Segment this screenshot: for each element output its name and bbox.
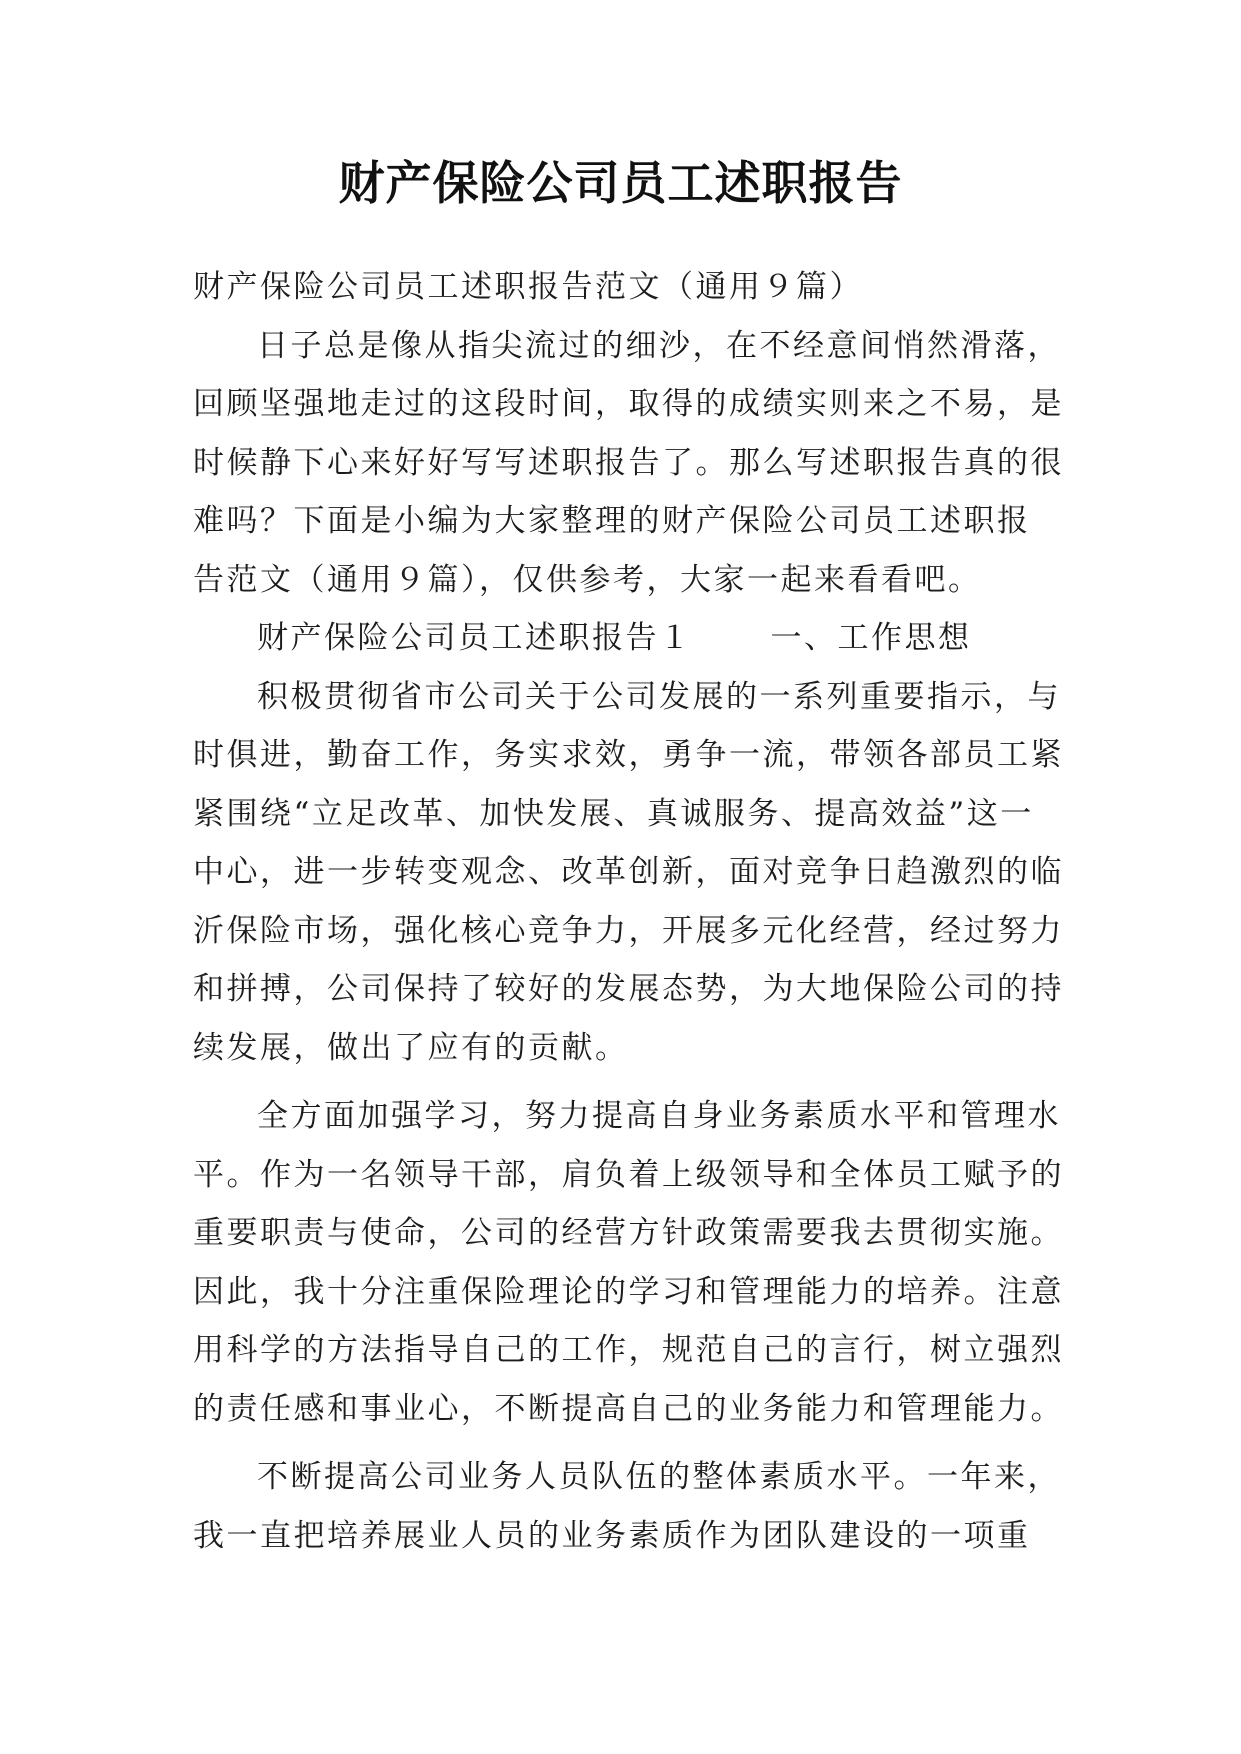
paragraph-line: 中心，进一步转变观念、改革创新，面对竞争日趋激烈的临 — [193, 854, 1064, 890]
intro-line: 难吗？下面是小编为大家整理的财产保险公司员工述职报 — [193, 503, 1031, 539]
paragraph-line: 用科学的方法指导自己的工作，规范自己的言行，树立强烈 — [193, 1332, 1064, 1368]
paragraph-line: 平。作为一名领导干部，肩负着上级领导和全体员工赋予的 — [193, 1156, 1064, 1193]
section-subheading: 一、工作思想 — [770, 620, 972, 656]
paragraph-line: 和拼搏，公司保持了较好的发展态势，为大地保险公司的持 — [193, 971, 1064, 1007]
section-heading: 财产保险公司员工述职报告１ — [257, 620, 693, 656]
paragraph-line: 的责任感和事业心，不断提高自己的业务能力和管理能力。 — [193, 1390, 1064, 1427]
document-subtitle: 财产保险公司员工述职报告范文（通用９篇） — [193, 269, 863, 305]
paragraph-3 — [193, 1448, 1073, 1565]
paragraph-line: 时俱进，勤奋工作，务实求效，勇争一流，带领各部员工紧 — [193, 737, 1064, 773]
document-title: 财产保险公司员工述职报告 — [338, 156, 903, 210]
paragraph-line: 重要职责与使命，公司的经营方针政策需要我去贯彻实施。 — [193, 1215, 1064, 1251]
paragraph-line: 我一直把培养展业人员的业务素质作为团队建设的一项重 — [193, 1517, 1031, 1554]
intro-line: 告范文（通用９篇），仅供参考，大家一起来看看吧。 — [193, 561, 982, 598]
paragraph-line: 全方面加强学习，努力提高自身业务素质水平和管理水 — [257, 1098, 1061, 1134]
paragraph-line: 紧围绕“立足改革、加快发展、真诚服务、提高效益”这一 — [193, 795, 1034, 832]
paragraph-line: 沂保险市场，强化核心竞争力，开展多元化经营，经过努力 — [193, 912, 1064, 949]
intro-line: 回顾坚强地走过的这段时间，取得的成绩实则来之不易，是 — [193, 386, 1064, 422]
paragraph-line: 续发展，做出了应有的贡献。 — [193, 1029, 629, 1066]
paragraph-2 — [193, 1087, 1073, 1438]
paragraph-1 — [193, 668, 1073, 1078]
section-heading-row — [193, 609, 1073, 668]
intro-paragraph — [193, 317, 1073, 610]
paragraph-line: 积极贯彻省市公司关于公司发展的一系列重要指示，与 — [257, 678, 1061, 715]
document-body — [193, 258, 1073, 1565]
intro-line: 时候静下心来好好写写述职报告了。那么写述职报告真的很 — [193, 444, 1064, 481]
paragraph-line: 因此，我十分注重保险理论的学习和管理能力的培养。注意 — [193, 1273, 1064, 1310]
paragraph-line: 不断提高公司业务人员队伍的整体素质水平。一年来， — [257, 1459, 1061, 1495]
intro-line: 日子总是像从指尖流过的细沙，在不经意间悄然滑落， — [257, 327, 1061, 364]
